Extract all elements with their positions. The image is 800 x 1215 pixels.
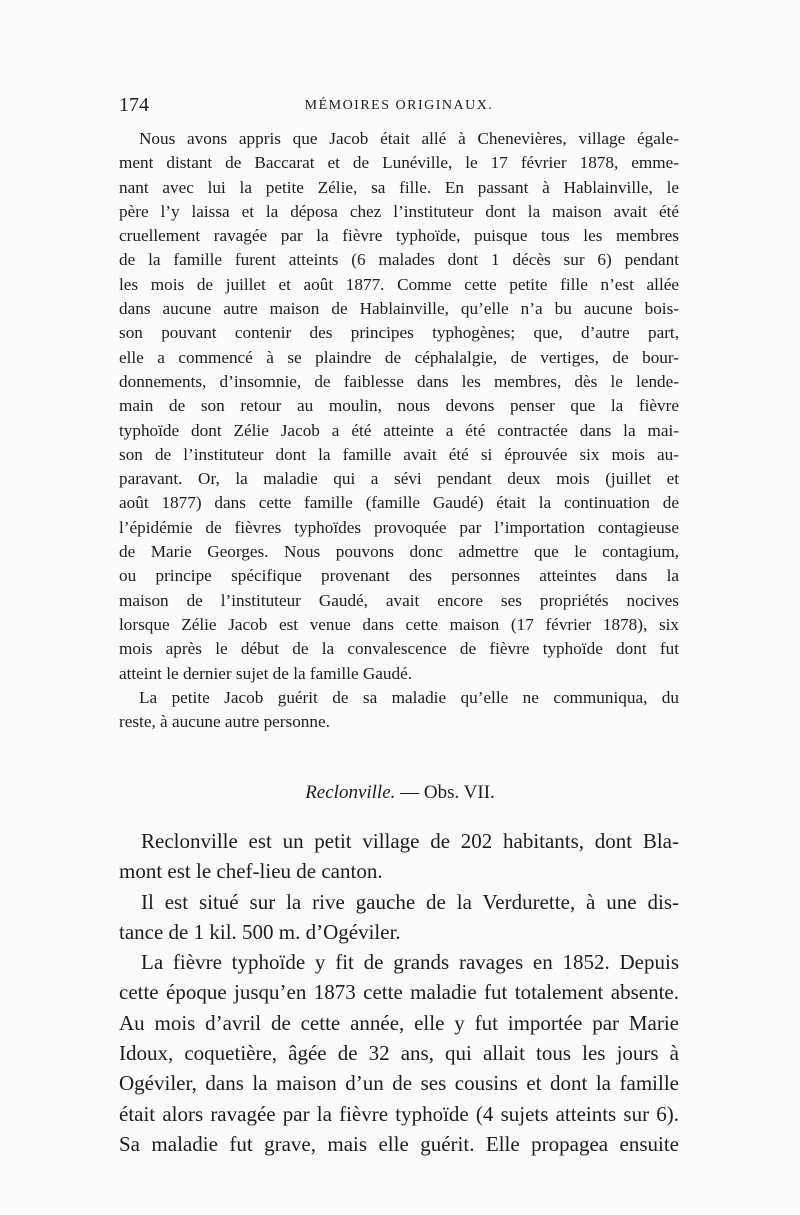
page-number: 174	[119, 94, 149, 116]
text-line: de Marie Georges. Nous pouvons donc admettre que le contagium,	[119, 542, 679, 562]
text-line: mois après le début de la convalescence de fièvre typhoïde dont fut	[119, 639, 679, 659]
text-line: son de l’instituteur dont la famille avait été si éprouvée six mois au-	[119, 444, 679, 464]
text-line: l’épidémie de fièvres typhoïdes provoquée par l’importation contagieuse	[119, 517, 679, 537]
heading-place: Reclonville.	[305, 782, 396, 803]
text-line: maison de l’instituteur Gaudé, avait encore ses propriétés nocives	[119, 590, 679, 610]
paragraph-jacob	[119, 127, 679, 686]
text-line: dans aucune autre maison de Hablainville, qu’elle n’a bu aucune bois-	[119, 299, 679, 319]
text-line: La petite Jacob guérit de sa maladie qu’elle ne communiqua, du	[139, 687, 679, 707]
heading-observation: Obs. VII.	[423, 782, 495, 803]
text-line: août 1877) dans cette famille (famille Gaudé) était la continuation de	[119, 493, 679, 513]
text-line: Au mois d’avril de cette année, elle y fut importée par Marie	[119, 1010, 679, 1035]
body-text-upper	[119, 127, 679, 734]
running-title: MÉMOIRES ORIGINAUX.	[304, 98, 494, 113]
text-line: ou principe spécifique provenant des personnes atteintes dans la	[119, 566, 679, 586]
text-line: cette époque jusqu’en 1873 cette maladie fut totalement absente.	[119, 980, 679, 1005]
paragraph-guerison	[119, 686, 679, 735]
text-line: cruellement ravagée par la fièvre typhoïde, puisque tous les membres	[119, 226, 679, 246]
text-line: père l’y laissa et la déposa chez l’instituteur dont la maison avait été	[119, 201, 679, 221]
text-line: mont est le chef-lieu de canton.	[119, 859, 383, 884]
text-line: typhoïde dont Zélie Jacob a été atteinte a été contractée dans la mai-	[119, 420, 679, 440]
text-line: lorsque Zélie Jacob est venue dans cette maison (17 février 1878), six	[119, 614, 679, 634]
body-text-lower	[119, 826, 679, 1159]
text-line: de la famille furent atteints (6 malades dont 1 décès sur 6) pendant	[119, 250, 679, 270]
text-line: était alors ravagée par la fièvre typhoïde (4 sujets atteints sur 6).	[119, 1101, 679, 1126]
text-line: paravant. Or, la maladie qui a sévi pendant deux mois (juillet et	[119, 469, 679, 489]
page-header	[119, 94, 679, 124]
text-line: nant avec lui la petite Zélie, sa fille. En passant à Hablainville, le	[119, 177, 679, 197]
text-line: donnements, d’insomnie, de faiblesse dans les membres, dès le lende-	[119, 371, 679, 391]
section-heading	[0, 782, 800, 804]
text-line: La fièvre typhoïde y fit de grands ravages en 1852. Depuis	[141, 950, 679, 975]
text-line: Ogéviler, dans la maison d’un de ses cousins et dont la famille	[119, 1071, 679, 1096]
paragraph-reclonville	[119, 826, 679, 887]
text-line: elle a commencé à se plaindre de céphalalgie, de vertiges, de bour-	[119, 347, 679, 367]
text-line: Nous avons appris que Jacob était allé à Chenevières, village égale-	[139, 129, 679, 148]
text-line: les mois de juillet et août 1877. Comme cette petite fille n’est allée	[119, 274, 679, 294]
text-line: Il est situé sur la rive gauche de la Verdurette, à une dis-	[141, 889, 679, 914]
paragraph-situation	[119, 887, 679, 948]
heading-dash: —	[400, 782, 420, 803]
text-line: Sa maladie fut grave, mais elle guérit. Elle propagea ensuite	[119, 1131, 679, 1156]
text-line: main de son retour au moulin, nous devons penser que la fièvre	[119, 396, 679, 416]
text-line: ment distant de Baccarat et de Lunéville, le 17 février 1878, emme-	[119, 153, 679, 173]
text-line: reste, à aucune autre personne.	[119, 712, 330, 732]
text-line: tance de 1 kil. 500 m. d’Ogéviler.	[119, 919, 401, 944]
text-line: son pouvant contenir des principes typhogènes; que, d’autre part,	[119, 323, 679, 343]
text-line: Idoux, coquetière, âgée de 32 ans, qui allait tous les jours à	[119, 1041, 679, 1066]
paragraph-epidemie	[119, 947, 679, 1159]
text-line: atteint le dernier sujet de la famille Gaudé.	[119, 663, 413, 683]
text-line: Reclonville est un petit village de 202 habitants, dont Bla-	[141, 829, 679, 853]
